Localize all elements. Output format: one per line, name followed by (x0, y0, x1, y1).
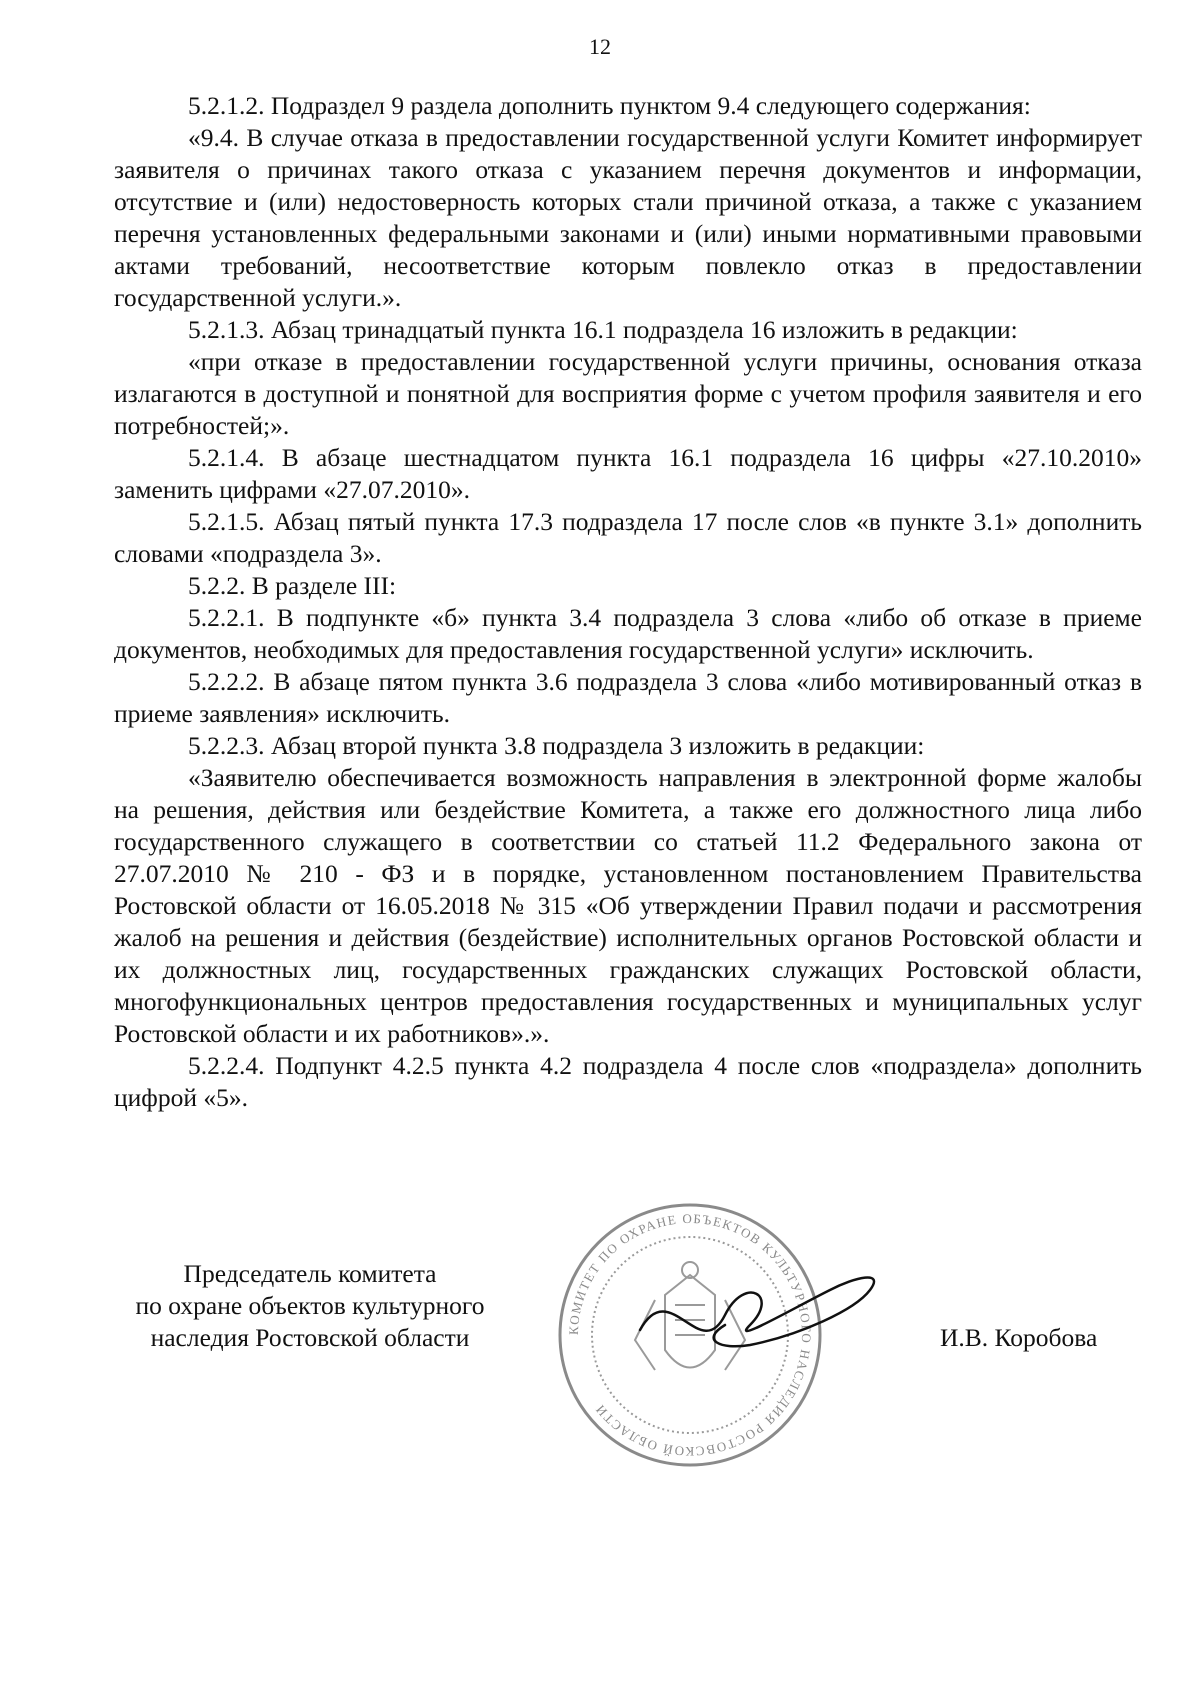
signatory-position-line: по охране объектов культурного (135, 1291, 485, 1320)
paragraph-5-2-1-4: 5.2.1.4. В абзаце шестнадцатом пункта 16.1 подраздела 16 цифры «27.10.2010» заменить цифрами «27.07.2010». (114, 443, 1142, 504)
paragraph-5-2-1-2: 5.2.1.2. Подраздел 9 раздела дополнить пунктом 9.4 следующего содержания: (188, 91, 1031, 120)
paragraph-16-1-text: «при отказе в предоставлении государственной услуги причины, основания отказа излагаются в доступной и понятной для восприятия форме с учетом профиля заявителя и его потребностей;». (114, 347, 1142, 440)
signatory-position (100, 1258, 520, 1354)
paragraph-9-4-text: «9.4. В случае отказа в предоставлении государственной услуги Комитет информирует заявителя о причинах такого отказа с указанием перечня документов и информации, отсутствие и (или) недостоверность которых стали причиной отказа, а также с указанием перечня установленных федеральными законами и (или) иными нормативными правовыми актами требований, несоответствие которым повлекло отказ в предоставлении государственной услуги.». (114, 123, 1142, 312)
paragraph-3-8-text: «Заявителю обеспечивается возможность направления в электронной форме жалобы на решения, действия или бездействие Комитета, а также его должностного лица либо государственного служащего в соответствии со статьей 11.2 Федерального закона от 27.07.2010 № 210 - ФЗ и в порядке, установленном постановлением Правительства Ростовской области от 16.05.2018 № 315 «Об утверждении Правил подачи и рассмотрения жалоб на решения и действия (бездействие) исполнительных органов Ростовской области и их должностных лиц, государственных гражданских служащих Ростовской области, многофункциональных центров предоставления государственных и муниципальных услуг Ростовской области и их работников».». (114, 763, 1142, 1048)
signatory-position-line: Председатель комитета (183, 1259, 437, 1288)
paragraph-5-2-2-1: 5.2.2.1. В подпункте «б» пункта 3.4 подраздела 3 слова «либо об отказе в приеме документов, необходимых для предоставления государственной услуги» исключить. (114, 603, 1142, 664)
paragraph-5-2-2-4: 5.2.2.4. Подпункт 4.2.5 пункта 4.2 подраздела 4 после слов «подраздела» дополнить цифрой «5». (114, 1051, 1142, 1112)
signatory-name: И.В. Коробова (940, 1323, 1098, 1352)
signatory-position-line: наследия Ростовской области (150, 1323, 470, 1352)
handwritten-signature (630, 1255, 890, 1365)
document-body (114, 90, 1142, 1114)
paragraph-5-2-2-2: 5.2.2.2. В абзаце пятом пункта 3.6 подраздела 3 слова «либо мотивированный отказ в приеме заявления» исключить. (114, 667, 1142, 728)
paragraph-5-2-1-5: 5.2.1.5. Абзац пятый пункта 17.3 подраздела 17 после слов «в пункте 3.1» дополнить словами «подраздела 3». (114, 507, 1142, 568)
paragraph-5-2-2: 5.2.2. В разделе III: (188, 571, 397, 600)
page-number: 12 (589, 34, 611, 59)
seal-ring-text: КОМИТЕТ ПО ОХРАНЕ ОБЪЕКТОВ КУЛЬТУРНОГО НАСЛЕДИЯ РОСТОВСКОЙ ОБЛАСТИ (565, 1210, 815, 1460)
paragraph-5-2-1-3: 5.2.1.3. Абзац тринадцатый пункта 16.1 подраздела 16 изложить в редакции: (188, 315, 1018, 344)
paragraph-5-2-2-3: 5.2.2.3. Абзац второй пункта 3.8 подраздела 3 изложить в редакции: (188, 731, 925, 760)
